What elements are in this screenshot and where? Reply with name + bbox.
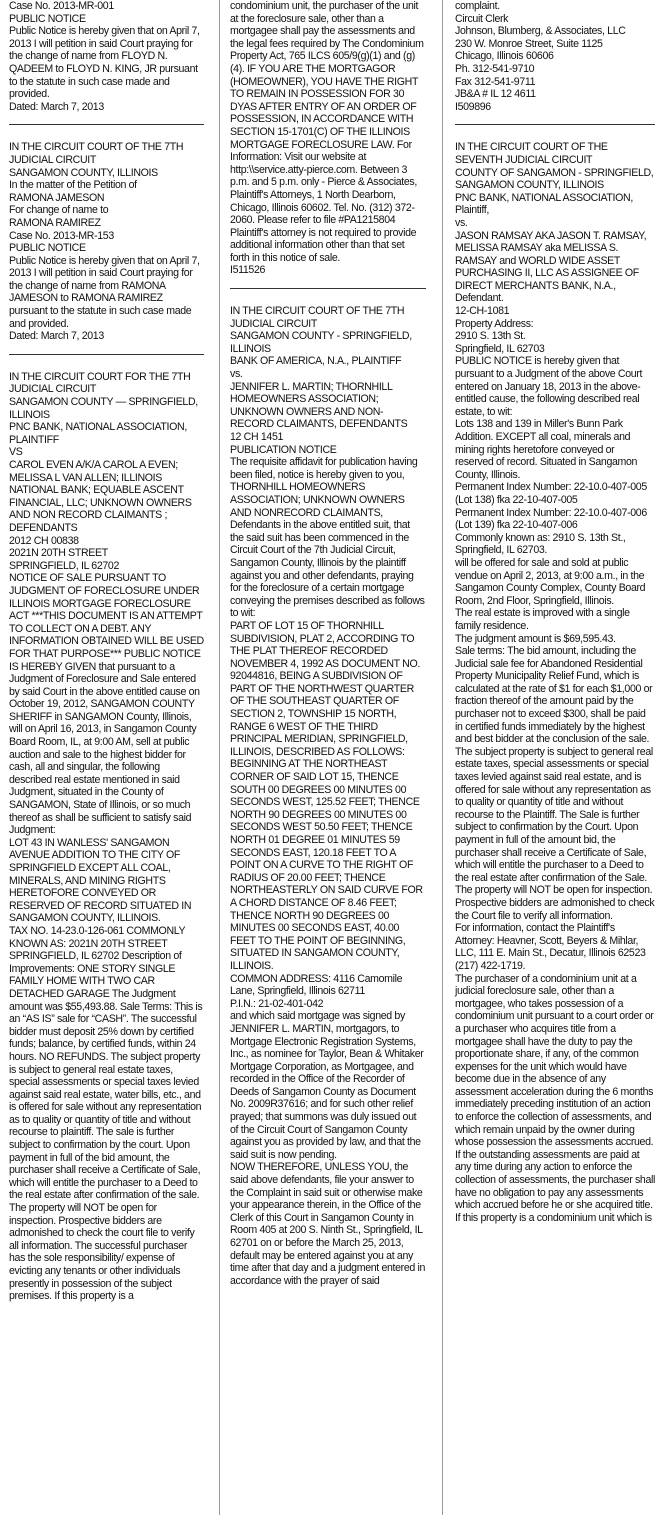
notice-foreclosure-even: IN THE CIRCUIT COURT FOR THE 7TH JUDICIAL CIRCUIT SANGAMON COUNTY — SPRINGFIELD, ILLINOIS PNC BANK, NATIONAL ASSOCIATION, PLAINTIFF VS CAROL EVEN A/K/A CAROL A EVEN; MELISSA L VAN ALLEN; ILLINOIS NATIONAL BANK; EQUABLE ASCENT FINANCIAL, LLC; UNKNOWN OWNERS AND NON RECORD CLAIMANTS ; DEFENDANTS 2012 CH 00838 2021N 20TH STREET SPRINGFIELD, IL 62702 NOTICE OF SALE PURSUANT TO JUDGMENT OF FORECLOSURE UNDER ILLINOIS MORTGAGE FORECLOSURE ACT ***THIS DOCUMENT IS AN ATTEMPT TO COLLECT ON A DEBT. ANY INFORMATION OBTAINED WILL BE USED FOR THAT PURPOSE*** PUBLIC NOTICE IS HEREBY GIVEN that pursuant to a Judgment of Foreclosure and Sale entered by said Court in the above entitled cause on October 19, 2012, SANGAMON COUNTY SHERIFF in SANGAMON County, Illinois, will on April 16, 2013, in Sangamon County Board Room, IL, at 9:00 AM, sell at public auction and sale to the highest bidder for cash, all and singular, the following described real estate mentioned in said Judgment, situated in the County of SANGAMON, State of Illinois, or so much thereof as shall be sufficient to satisfy said Judgment: LOT 43 IN WANLESS' SANGAMON AVENUE ADDITION TO THE CITY OF SPRINGFIELD EXCEPT ALL COAL, MINERALS, AND MINING RIGHTS HERETOFORE CONVEYED OR RESERVED OF RECORD SITUATED IN SANGAMON COUNTY, ILLINOIS. TAX NO. 14-23.0-126-061 COMMONLY KNOWN AS: 2021N 20TH STREET SPRINGFIELD, IL 62702 Description of Improvements: ONE STORY SINGLE FAMILY HOME WITH TWO CAR DETACHED GARAGE The Judgment amount was $55,493.88. Sale Terms: This is an “AS IS” sale for “CASH”. The successful bidder must deposit 25% down by certified funds; balance, by certified funds, within 24 hours. NO REFUNDS. The subject property is subject to general real estate taxes, special assessments or special taxes levied against said real estate, water bills, etc., and is offered for sale without any representation as to quality or quantity of title and without recourse to plaintiff. The sale is further subject to confirmation by the court. Upon payment in full of the bid amount, the purchaser shall receive a Certificate of Sale, which will entitle the purchaser to a Deed to the real estate after confirmation of the sale. The property will NOT be open for inspection. Prospective bidders are admonished to check the court file to verify all information. The successful purchaser has the sole responsibility/ expense of evicting any tenants or other individuals presently in possession of the subject premises. If this property is a: [9, 370, 204, 1303]
notice-divider: [455, 124, 655, 125]
notice-publication-martin-cont: complaint. Circuit Clerk Johnson, Blumberg, & Associates, LLC 230 W. Monroe Street, Suite 1125 Chicago, Illinois 60606 Ph. 312-541-9710 Fax 312-541-9711 JB&A # IL 12 4611 I509896: [455, 0, 626, 113]
notice-divider: [230, 288, 426, 289]
column-1: [9, 0, 204, 1303]
notice-publication-martin: IN THE CIRCUIT COURT OF THE 7TH JUDICIAL CIRCUIT SANGAMON COUNTY - SPRINGFIELD, ILLINOIS BANK OF AMERICA, N.A., PLAINTIFF vs. JENNIFER L. MARTIN; THORNHILL HOMEOWNERS ASSOCIATION; UNKNOWN OWNERS AND NON-RECORD CLAIMANTS, DEFENDANTS 12 CH 1451 PUBLICATION NOTICE The requisite affidavit for publication having been filed, notice is hereby given to you, THORNHILL HOMEOWNERS ASSOCIATION; UNKNOWN OWNERS AND NONRECORD CLAIMANTS, Defendants in the above entitled suit, that the said suit has been commenced in the Circuit Court of the 7th Judicial Circuit, Sangamon County, Illinois by the plaintiff against you and other defendants, praying for the foreclosure of a certain mortgage conveying the premises described as follows to wit: PART OF LOT 15 OF THORNHILL SUBDIVISION, PLAT 2, ACCORDING TO THE PLAT THEREOF RECORDED NOVEMBER 4, 1992 AS DOCUMENT NO. 92044816, BEING A SUBDIVISION OF PART OF THE NORTHWEST QUARTER OF THE SOUTHEAST QUARTER OF SECTION 2, TOWNSHIP 15 NORTH, RANGE 6 WEST OF THE THIRD PRINCIPAL MERIDIAN, SPRINGFIELD, ILLINOIS, DESCRIBED AS FOLLOWS: BEGINNING AT THE NORTHEAST CORNER OF SAID LOT 15, THENCE SOUTH 00 DEGREES 00 MINUTES 00 SECONDS WEST, 125.52 FEET; THENCE NORTH 90 DEGREES 00 MINUTES 00 SECONDS WEST 50.50 FEET; THENCE NORTH 01 DEGREE 01 MINUTES 59 SECONDS EAST, 120.18 FEET TO A POINT ON A CURVE TO THE RIGHT OF RADIUS OF 20.00 FEET; THENCE NORTHEASTERLY ON SAID CURVE FOR A CHORD DISTANCE OF 8.46 FEET; THENCE NORTH 90 DEGREES 00 MINUTES 00 SECONDS EAST, 40.00 FEET TO THE POINT OF BEGINNING, SITUATED IN SANGAMON COUNTY, ILLINOIS. COMMON ADDRESS: 4116 Camomile Lane, Springfield, Illinois 62711 P.I.N.: 21-02-401-042 and which said mortgage was signed by JENNIFER L. MARTIN, mortgagors, to Mortgage Electronic Registration Systems, Inc., as nominee for Taylor, Bean & Whitaker Mortgage Corporation, as Mortgagee, and recorded in the Office of the Recorder of Deeds of Sangamon County as Document No. 2009R37616; and for such other relief prayed; that summons was duly issued out of the Circuit Court of Sangamon County against you as provided by law, and that the said suit is now pending. NOW THEREFORE, UNLESS YOU, the said above defendants, file your answer to the Complaint in said suit or otherwise make your appearance therein, in the Office of the Clerk of this Court in Sangamon County in Room 405 at 200 S. Ninth St., Springfield, IL 62701 on or before the March 25, 2013, default may be entered against you at any time after that day and a judgment entered in accordance with the prayer of said: [230, 305, 426, 1287]
notice-divider: [9, 124, 204, 125]
column-rule: [219, 0, 220, 1515]
column-3: [455, 0, 655, 1224]
notice-foreclosure-even-cont: condominium unit, the purchaser of the unit at the foreclosure sale, other than a mortgagee shall pay the assessments and the legal fees required by The Condominium Property Act, 765 ILCS 605/9(g)(1) and (g)(4). IF YOU ARE THE MORTGAGOR (HOMEOWNER), YOU HAVE THE RIGHT TO REMAIN IN POSSESSION FOR 30 DYAS AFTER ENTRY OF AN ORDER OF POSSESSION, IN ACCORDANCE WITH SECTION 15-1701(C) OF THE ILLINOIS MORTGAGE FORECLOSURE LAW. For Information: Visit our website at http:\\service.atty-pierce.com. Between 3 p.m. and 5 p.m. only - Pierce & Associates, Plaintiff's Attorneys, 1 North Dearborn, Chicago, Illinois 60602. Tel. No. (312) 372-2060. Please refer to file #PA1215804 Plaintiff's attorney is not required to provide additional information other than that set forth in this notice of sale. I511526: [230, 0, 424, 277]
column-rule: [442, 0, 443, 1515]
notice-name-change-king: Case No. 2013-MR-001 PUBLIC NOTICE Public Notice is hereby given that on April 7, 2013 I will petition in said Court praying for the change of name from FLOYD N. QADEEM to FLOYD N. KING, JR pursuant to the statute in such case made and provided. Dated: March 7, 2013: [9, 0, 200, 113]
column-2: [230, 0, 426, 1287]
notice-name-change-ramirez: IN THE CIRCUIT COURT OF THE 7TH JUDICIAL CIRCUIT SANGAMON COUNTY, ILLINOIS In the matter of the Petition of RAMONA JAMESON For change of name to RAMONA RAMIREZ Case No. 2013-MR-153 PUBLIC NOTICE Public Notice is hereby given that on April 7, 2013 I will petition in said Court praying for the change of name from RAMONA JAMESON to RAMONA RAMIREZ pursuant to the statute in such case made and provided. Dated: March 7, 2013: [9, 141, 200, 343]
notice-sale-ramsay: IN THE CIRCUIT COURT OF THE SEVENTH JUDICIAL CIRCUIT COUNTY OF SANGAMON - SPRINGFIELD, SANGAMON COUNTY, ILLINOIS PNC BANK, NATIONAL ASSOCIATION, Plaintiff, vs. JASON RAMSAY AKA JASON T. RAMSAY, MELISSA RAMSAY aka MELISSA S. RAMSAY and WORLD WIDE ASSET PURCHASING II, LLC AS ASSIGNEE OF DIRECT MERCHANTS BANK, N.A., Defendant. 12-CH-1081 Property Address: 2910 S. 13th St. Springfield, IL 62703 PUBLIC NOTICE is hereby given that pursuant to a Judgment of the above Court entered on January 18, 2013 in the above-entitled cause, the following described real estate, to wit: Lots 138 and 139 in Miller's Bunn Park Addition. EXCEPT all coal, minerals and mining rights heretofore conveyed or reserved of record. Situated in Sangamon County, Illinois. Permanent Index Number: 22-10.0-407-005 (Lot 138) fka 22-10-407-005 Permanent Index Number: 22-10.0-407-006 (Lot 139) fka 22-10-407-006 Commonly known as: 2910 S. 13th St., Springfield, IL 62703. will be offered for sale and sold at public vendue on April 2, 2013, at 9:00 a.m., in the Sangamon County Complex, County Board Room, 2nd Floor, Springfield, Illinois. The real estate is improved with a single family residence. The judgment amount is $69,595.43. Sale terms: The bid amount, including the Judicial sale fee for Abandoned Residential Property Municipality Relief Fund, which is calculated at the rate of $1 for each $1,000 or fraction thereof of the amount paid by the purchaser not to exceed $300, shall be paid in certified funds immediately by the highest and best bidder at the conclusion of the sale. The subject property is subject to general real estate taxes, special assessments or special taxes levied against said real estate, and is offered for sale without any representation as to quality or quantity of title and without recourse to the Plaintiff. The Sale is further subject to confirmation by the Court. Upon payment in full of the amount bid, the purchaser shall receive a Certificate of Sale, which will entitle the purchaser to a Deed to the real estate after confirmation of the Sale. The property will NOT be open for inspection. Prospective bidders are admonished to check the Court file to verify all information. For information, contact the Plaintiff's Attorney: Heavner, Scott, Beyers & Mihlar, LLC, 111 E. Main St., Decatur, Illinois 62523 (217) 422-1719. The purchaser of a condominium unit at a judicial foreclosure sale, other than a mortgagee, who takes possession of a condominium unit pursuant to a court order or a purchaser who acquires title from a mortgagee shall have the duty to pay the proportionate share, if any, of the common expenses for the unit which would have become due in the absence of any assessment acceleration during the 6 months immediately preceding institution of an action to enforce the collection of assessments, and which remain unpaid by the owner during whose possession the assessments accrued. If the outstanding assessments are paid at any time during any action to enforce the collection of assessments, the purchaser shall have no obligation to pay any assessments which accrued before he or she acquired title. If this property is a condominium unit which is: [455, 141, 656, 1224]
notice-divider: [9, 354, 204, 355]
